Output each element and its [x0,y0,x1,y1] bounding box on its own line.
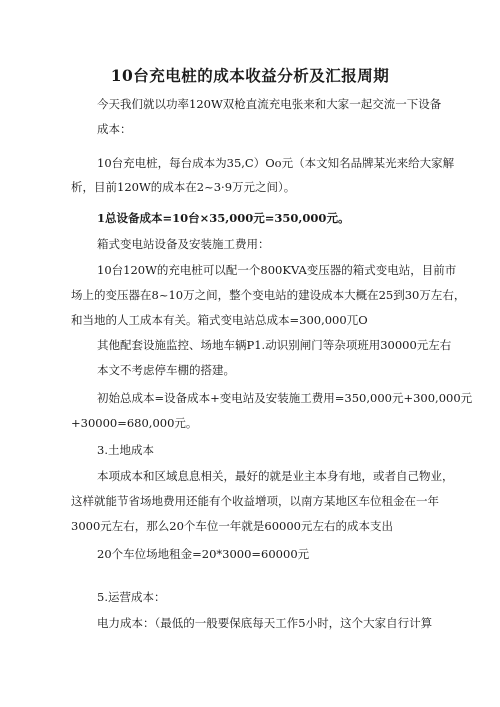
paragraph-line: 20个车位场地租金=20*3000=60000元 [97,547,310,561]
section-heading-operating-cost: 5.运营成本： [97,590,166,604]
paragraph-line: 3000元左右，那么20个车位一年就是60000元左右的成本支出 [71,519,393,533]
paragraph-line: 成本： [97,122,132,136]
paragraph-line: 电力成本：（最低的一般要保底每天工作5小时，这个大家自行计算 [97,616,433,630]
paragraph-line: 本项成本和区域息息相关，最好的就是业主本身有地，或者自己物业， [97,469,454,483]
document-title: 10台充电桩的成本收益分析及汇报周期 [110,66,390,85]
total-equipment-cost: 1总设备成本=10台×35,000元=350,000元。 [97,211,350,225]
section-heading-land-cost: 3.土地成本 [97,443,154,457]
paragraph-line: 初始总成本=设备成本+变电站及安装施工费用=350,000元+300,000元 [97,391,473,405]
paragraph-line: 10台充电桩，每台成本为35,C）Oo元（本文知名品牌某光来给大家解 [97,156,455,170]
paragraph-line: 析，目前120W的成本在2~3·9万元之间）。 [71,180,296,194]
paragraph-line: 本文不考虑停车棚的搭建。 [97,363,235,377]
paragraph-line: 其他配套设施监控、场地车辆P1.动识别闸门等杂项班用30000元左右 [97,338,452,352]
paragraph-line: 场上的变压器在8~10万之间，整个变电站的建设成本大概在25到30万左右， [71,288,466,302]
paragraph-line: 10台120W的充电桩可以配一个800KVA变压器的箱式变电站，目前市 [97,263,457,277]
paragraph-line: 这样就能节省场地费用还能有个收益增项，以南方某地区车位租金在一年 [71,494,439,508]
paragraph-line: +30000=680,000元。 [71,416,198,430]
paragraph-line: 今天我们就以功率120W双枪直流充电张来和大家一起交流一下设备 [97,97,442,111]
paragraph-line: 和当地的人工成本有关。箱式变电站总成本=300,000兀O [71,313,368,327]
paragraph-line: 箱式变电站设备及安装施工费用： [97,237,270,251]
